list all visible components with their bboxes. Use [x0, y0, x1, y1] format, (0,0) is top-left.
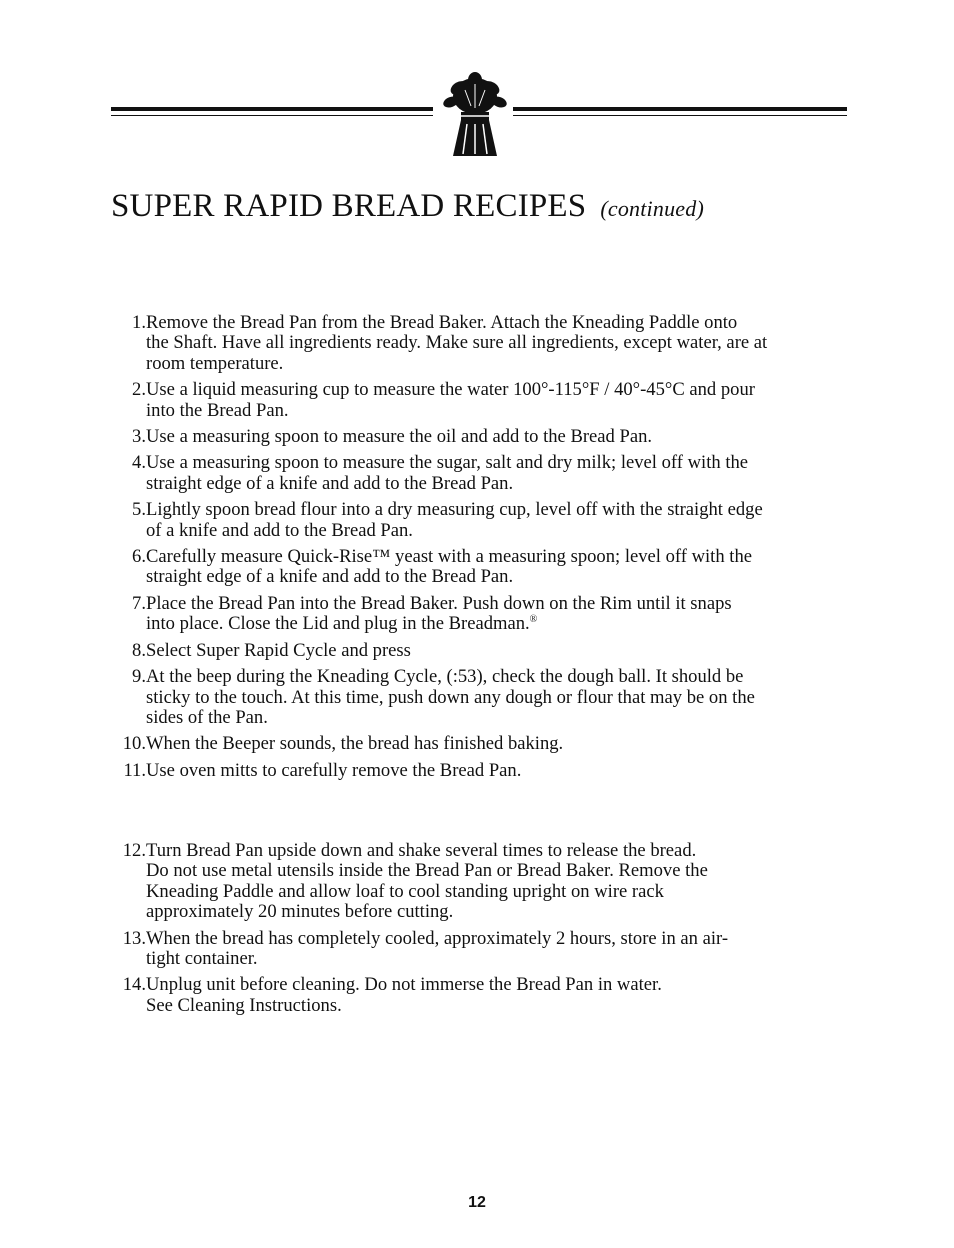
header-ornament [111, 72, 847, 162]
step-text: Use a measuring spoon to measure the sugar, salt and dry milk; level off with the straight edge of a knife and add to the Bread Pan. [146, 452, 749, 494]
step-number: 12. [122, 840, 146, 861]
step-number: 6. [132, 546, 146, 568]
step-list-after-baking [108, 841, 848, 1022]
step-number: 2. [132, 379, 146, 401]
step-text: Turn Bread Pan upside down and shake several times to release the bread. Do not use metal utensils inside the Bread Pan or Bread Baker. Remove the Kneading Paddle and allow loaf to cool standing upright on wire rack approximately 20 minutes before cutting. [146, 840, 708, 923]
list-item [108, 761, 848, 781]
step-text: Remove the Bread Pan from the Bread Baker. Attach the Kneading Paddle onto the Shaft. Have all ingredients ready. Make sure all ingredients, except water, are at room temperature. [146, 312, 768, 374]
step-list-main [108, 313, 848, 787]
step-number: 9. [132, 666, 146, 688]
list-item [108, 427, 848, 447]
page-title [111, 188, 704, 225]
step-number: 13. [122, 927, 146, 949]
rule-left-thin [111, 115, 433, 116]
list-item [108, 380, 848, 421]
step-text: When the bread has completely cooled, approximately 2 hours, store in an air- tight container. [146, 927, 729, 970]
list-item [108, 841, 848, 923]
step-number: 14. [122, 974, 146, 996]
step-number: 4. [132, 452, 146, 474]
step-text [146, 594, 848, 635]
page-number: 12 [468, 1194, 486, 1211]
step-text: At the beep during the Kneading Cycle, (:53), check the dough ball. It should be sticky to the touch. At this time, push down any dough or flour that may be on the sides of the Pan. [146, 666, 755, 728]
list-item [108, 594, 848, 635]
step-number: 1. [132, 312, 146, 333]
list-item [108, 929, 848, 970]
rule-left-thick [111, 107, 433, 111]
step-text: Use a measuring spoon to measure the oil and add to the Bread Pan. [146, 426, 653, 448]
step-text: Unplug unit before cleaning. Do not immerse the Bread Pan in water. See Cleaning Instructions. [146, 974, 662, 1016]
list-item [108, 667, 848, 728]
step-text: When the Beeper sounds, the bread has finished baking. [146, 733, 564, 755]
list-item [108, 734, 848, 754]
step-text: Lightly spoon bread flour into a dry measuring cup, level off with the straight edge of a knife and add to the Bread Pan. [146, 499, 763, 541]
step-number: 8. [132, 639, 146, 661]
step-text: Use oven mitts to carefully remove the Bread Pan. [146, 759, 522, 781]
step-number: 11. [123, 759, 146, 781]
step-text: Carefully measure Quick-Rise™ yeast with a measuring spoon; level off with the straight edge of a knife and add to the Bread Pan. [146, 546, 753, 588]
list-item [108, 641, 848, 661]
step-number: 5. [132, 499, 146, 521]
registered-mark: ® [529, 614, 538, 626]
rule-right-thin [513, 115, 847, 116]
list-item [108, 547, 848, 588]
step-text: Select Super Rapid Cycle and press [146, 639, 411, 661]
list-item [108, 453, 848, 494]
step-number: 3. [132, 426, 146, 448]
step-text-body: Place the Bread Pan into the Bread Baker. Push down on the Rim until it snaps into place. Close the Lid and plug in the Breadman. [146, 592, 732, 635]
step-number: 7. [132, 592, 146, 614]
list-item [108, 313, 848, 374]
wheat-sheaf-icon [441, 72, 509, 158]
list-item [108, 500, 848, 541]
title-text: SUPER RAPID BREAD RECIPES [111, 188, 587, 224]
step-text: Use a liquid measuring cup to measure the water 100°-115°F / 40°-45°C and pour into the Bread Pan. [146, 379, 755, 421]
title-suffix: (continued) [600, 196, 704, 221]
step-number: 10. [122, 733, 146, 755]
list-item [108, 975, 848, 1016]
rule-right-thick [513, 107, 847, 111]
